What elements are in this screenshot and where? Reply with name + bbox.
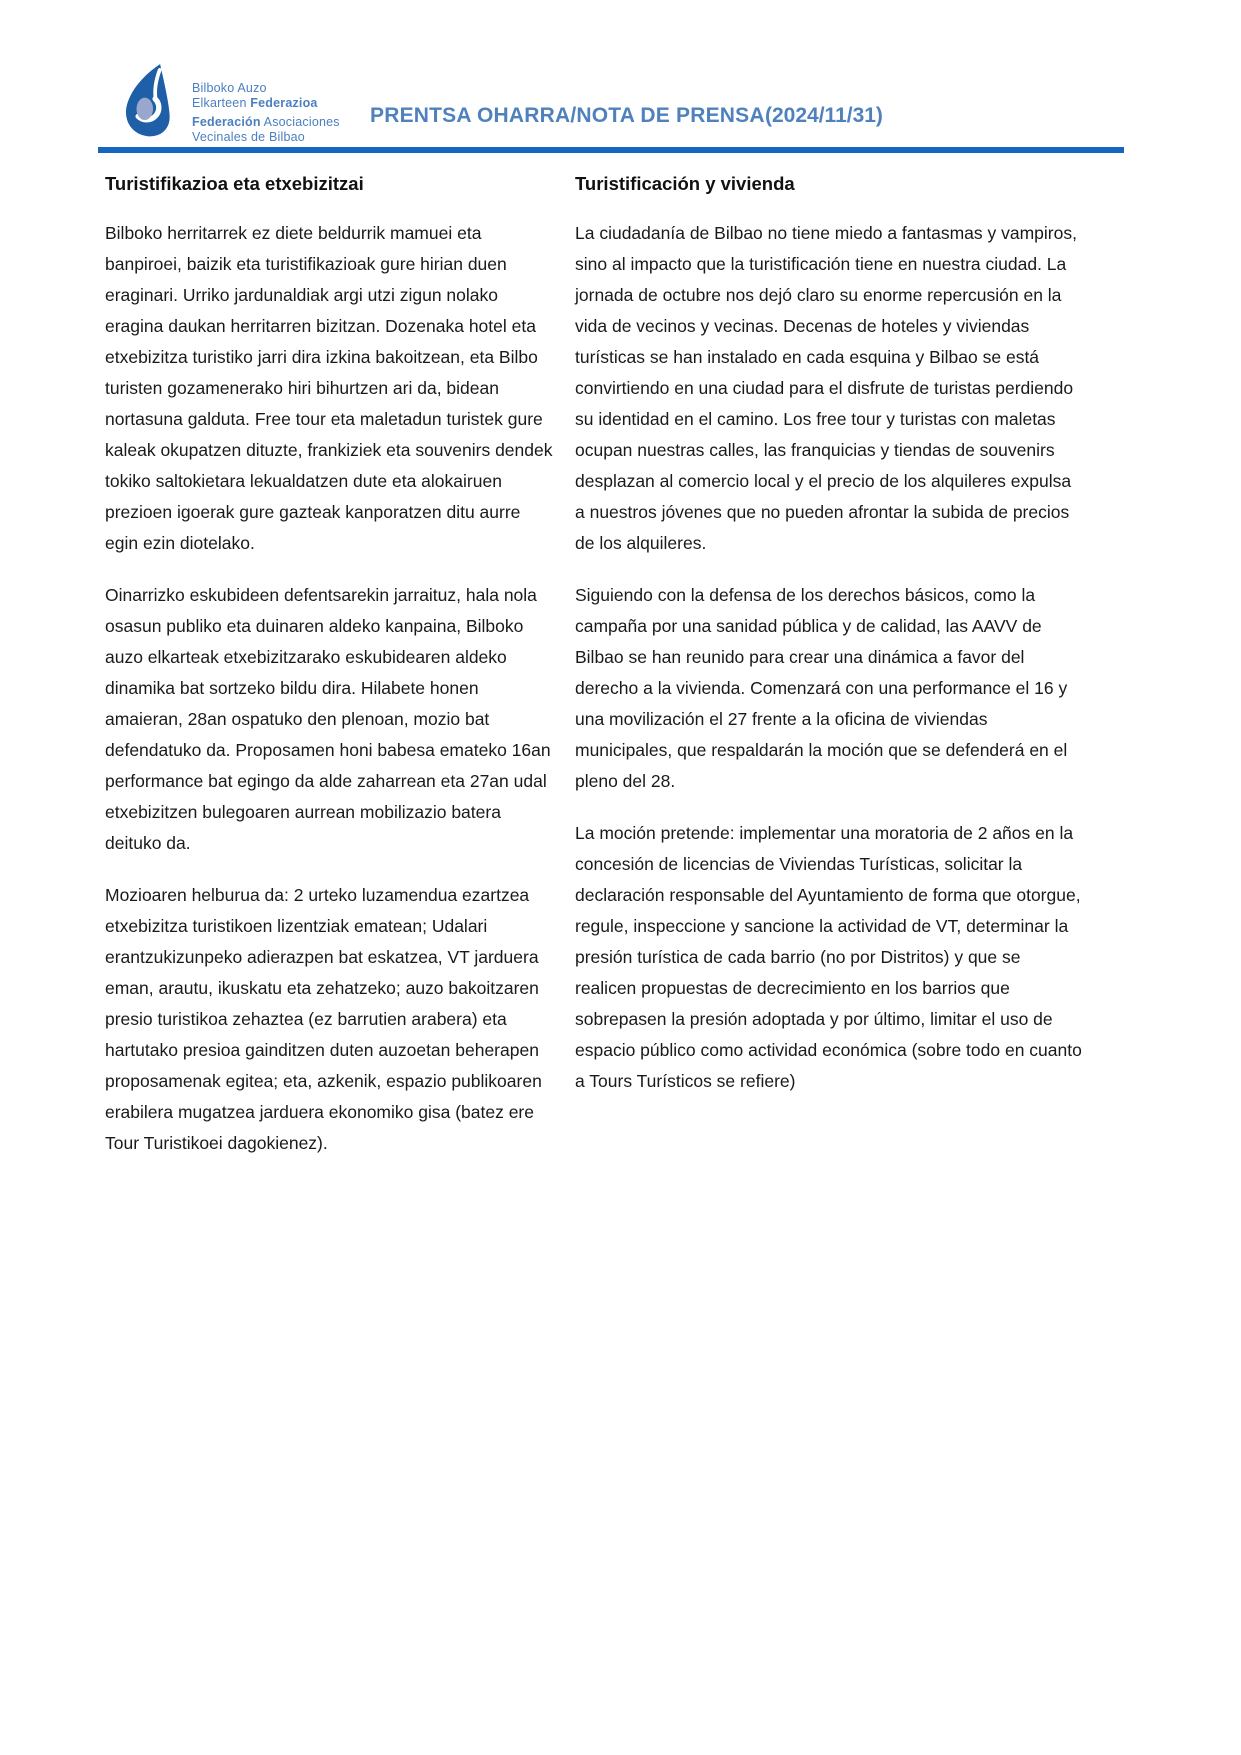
spanish-paragraph-1: La ciudadanía de Bilbao no tiene miedo a fantasmas y vampiros, sino al impacto que la turistificación tiene en nuestra ciudad. La jornada de octubre nos dejó claro su enorme repercusión en la vida de vecinos y vecinas. Decenas de hoteles y viviendas turísticas se han instalado en cada esquina y Bilbao se está convirtiendo en una ciudad para el disfrute de turistas perdiendo su identidad en el camino. Los free tour y turistas con maletas ocupan nuestras calles, las franquicias y tiendas de souvenirs desplazan al comercio local y el precio de los alquileres expulsa a nuestros jóvenes que no pueden afrontar la subida de precios de los alquileres.: [575, 223, 1077, 553]
basque-paragraph-2: Oinarrizko eskubideen defentsarekin jarraituz, hala nola osasun publiko eta duinaren aldeko kanpaina, Bilboko auzo elkarteak etxebizitzarako eskubidearen aldeko dinamika bat sortzeko bildu dira. Hilabete honen amaieran, 28an ospatuko den plenoan, mozio bat defendatuko da. Proposamen honi babesa emateko 16an performance bat egingo da alde zaharrean eta 27an udal etxebizitzen bulegoaren aurrean mobilizazio batera deituko da.: [105, 585, 551, 853]
basque-paragraph-1: Bilboko herritarrek ez diete beldurrik mamuei eta banpiroei, baizik eta turistifikazioak gure hirian duen eraginari. Urriko jardunaldiak argi utzi zigun nolako eragina daukan herritarren bizitzan. Dozenaka hotel eta etxebizitza turistiko jarri dira izkina bakoitzean, eta Bilbo turisten gozamenerako hiri bihurtzen ari da, bidean nortasuna galduta. Free tour eta maletadun turistek gure kaleak okupatzen dituzte, frankiziek eta souvenirs dendek tokiko saltokietara lekualdatzen dute eta alokairuen prezioen igoerak gure gazteak kanporatzen ditu aurre egin ezin diotelako.: [105, 223, 553, 553]
logo-line-4: Vecinales de Bilbao: [192, 129, 305, 144]
column-spanish: [575, 172, 1085, 1180]
press-release-title: PRENTSA OHARRA/NOTA DE PRENSA: [370, 104, 765, 127]
spanish-heading: Turistificación y vivienda: [575, 173, 795, 194]
header-divider-rule: [98, 147, 1124, 153]
drop-logo-icon: [122, 55, 180, 147]
spanish-paragraph-3: La moción pretende: implementar una moratoria de 2 años en la concesión de licencias de Viviendas Turísticas, solicitar la declaración responsable del Ayuntamiento de forma que otorgue, regule, inspeccione y sancione la actividad de VT, determinar la presión turística de cada barrio (no por Distritos) y que se realicen propuestas de decrecimiento en los barrios que sobrepasen la presión adoptada y por último, limitar el uso de espacio público como actividad económica (sobre todo en cuanto a Tours Turísticos se refiere): [575, 823, 1082, 1091]
logo-org-name: [192, 81, 340, 144]
logo-org-name-es: [192, 115, 340, 144]
federation-logo: [122, 55, 340, 147]
page-header: [0, 0, 1241, 160]
column-basque: [105, 172, 557, 1180]
basque-heading: Turistifikazioa eta etxebizitzai: [105, 173, 364, 194]
press-release-date: (2024/11/31): [765, 104, 883, 127]
spanish-paragraph-2: Siguiendo con la defensa de los derechos básicos, como la campaña por una sanidad pública y de calidad, las AAVV de Bilbao se han reunido para crear una dinámica a favor del derecho a la vivienda. Comenzará con una performance el 16 y una movilización el 27 frente a la oficina de viviendas municipales, que respaldarán la moción que se defenderá en el pleno del 28.: [575, 585, 1068, 791]
two-column-content: [105, 172, 1085, 1180]
logo-line-2: Elkarteen Federazioa: [192, 95, 318, 110]
logo-line-3: Federación Asociaciones: [192, 115, 340, 129]
basque-paragraph-3: Mozioaren helburua da: 2 urteko luzamendua ezartzea etxebizitza turistikoen lizentziak ematean; Udalari erantzukizunpeko adierazpen bat eskatzea, VT jarduera eman, arautu, ikuskatu eta zehatzeko; auzo bakoitzaren presio turistikoa zehaztea (ez barrutien arabera) eta hartutako presioa gainditzen duten auzoetan beherapen proposamenak egitea; eta, azkenik, espazio publikoaren erabilera mugatzea jarduera ekonomiko gisa (batez ere Tour Turistikoei dagokienez).: [105, 885, 542, 1153]
logo-org-name-eu: [192, 81, 340, 110]
logo-line-1: Bilboko Auzo: [192, 81, 267, 95]
